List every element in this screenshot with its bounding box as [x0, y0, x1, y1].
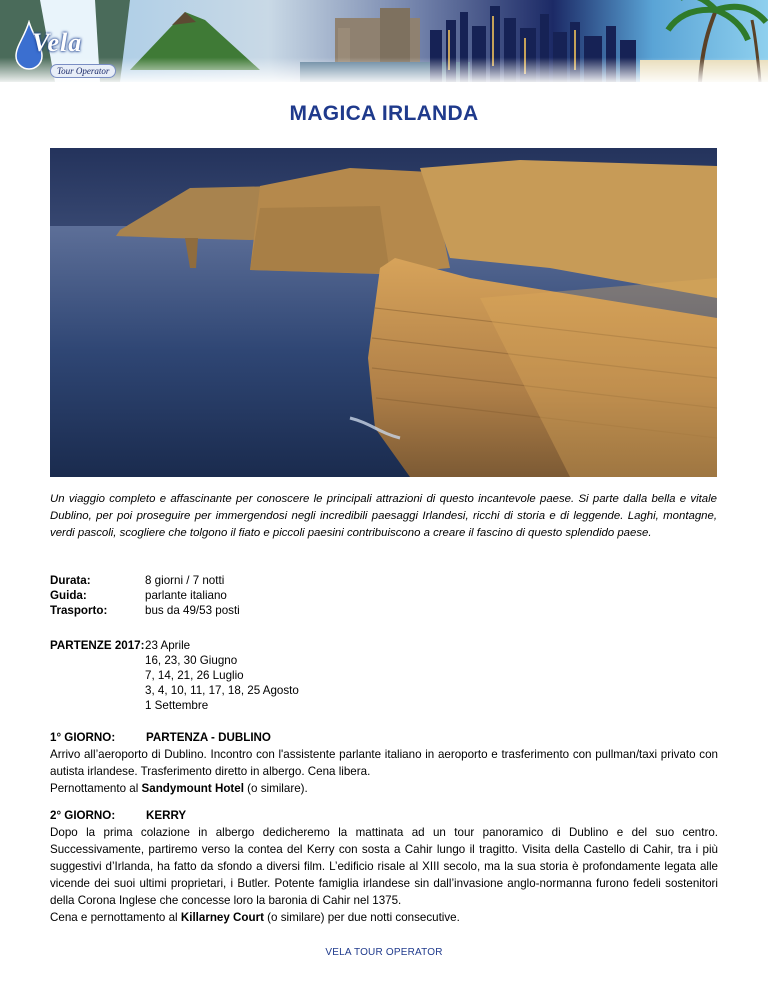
guida-value: parlante italiano: [145, 589, 227, 602]
day-2-hotel-prefix: Cena e pernottamento al: [50, 911, 181, 924]
day-2-heading: [50, 807, 718, 824]
cliffs-illustration: [50, 148, 717, 477]
trasporto-label: Trasporto:: [50, 604, 108, 617]
header-banner: [0, 0, 768, 82]
logo-name: Vela: [32, 28, 83, 57]
partenze-date: 1 Settembre: [145, 699, 209, 712]
page-footer: VELA TOUR OPERATOR: [325, 947, 443, 958]
day-2-hotel-suffix: (o similare) per due notti consecutive.: [263, 911, 460, 924]
logo-subtitle: Tour Operator: [50, 64, 116, 78]
day-1-name: PARTENZA - DUBLINO: [146, 731, 271, 744]
trasporto-value: bus da 49/53 posti: [145, 604, 240, 617]
day-1-heading: [50, 729, 718, 746]
day-1-hotel-prefix: Pernottamento al: [50, 782, 142, 795]
day-2-number: 2° GIORNO:: [50, 809, 116, 822]
durata-value: 8 giorni / 7 notti: [145, 574, 225, 587]
day-1-number: 1° GIORNO:: [50, 731, 116, 744]
cliffs-photo: [50, 148, 717, 477]
page-title: MAGICA IRLANDA: [289, 102, 479, 125]
partenze-date: 7, 14, 21, 26 Luglio: [145, 669, 244, 682]
partenze-date: 16, 23, 30 Giugno: [145, 654, 238, 667]
day-2-name: KERRY: [146, 809, 187, 822]
day-2: [50, 807, 718, 926]
day-2-hotel-line: [50, 909, 718, 926]
day-2-hotel-name: Killarney Court: [180, 911, 264, 924]
intro-paragraph: Un viaggio completo e affascinante per conoscere le principali attrazioni di questo incantevole paese. Si parte dalla bella e vitale Dublino, per poi proseguire per immergendosi negli incredibili paesaggi Irlandesi, ricchi di storia e di leggende. Laghi, montagne, verdi pascoli, scogliere che tolgono il fiato e piccoli paesini contribuiscono a creare il fascino di questo splendido paese.: [50, 493, 717, 539]
partenze-date: 23 Aprile: [145, 639, 191, 652]
day-2-text: Dopo la prima colazione in albergo dedicheremo la mattinata ad un tour panoramico di Dublino e del suo centro. Successivamente, partiremo verso la contea del Kerry con sosta a Cahir lungo il tragitto. Visita della Castello di Cahir, tra i più suggestivi d’Irlanda, ha fatto da sfondo a diversi film. L’edificio risale al XIII secolo, ma la sua storia è profondamente legata alle vicende dei suoi ultimi proprietari, i Butler. Potente famiglia irlandese sin dall’invasione anglo-normanna furono fedeli sostenitori della Corona Inglese che concesse loro la baronia di Cahir nel 1375.: [50, 826, 718, 907]
day-1-hotel-suffix: (o similare).: [243, 782, 308, 795]
day-1-text: Arrivo all’aeroporto di Dublino. Incontro con l'assistente parlante italiano in aeroporto e trasferimento con pullman/taxi privato con autista irlandese. Trasferimento diretto in albergo. Cena libera.: [50, 748, 718, 778]
partenze-date: 3, 4, 10, 11, 17, 18, 25 Agosto: [145, 684, 299, 697]
day-1-hotel-name: Sandymount Hotel: [141, 782, 244, 795]
day-1: [50, 729, 718, 797]
day-1-hotel-line: [50, 780, 718, 797]
durata-label: Durata:: [50, 574, 91, 587]
partenze-label: PARTENZE 2017:: [50, 639, 145, 652]
guida-label: Guida:: [50, 589, 87, 602]
